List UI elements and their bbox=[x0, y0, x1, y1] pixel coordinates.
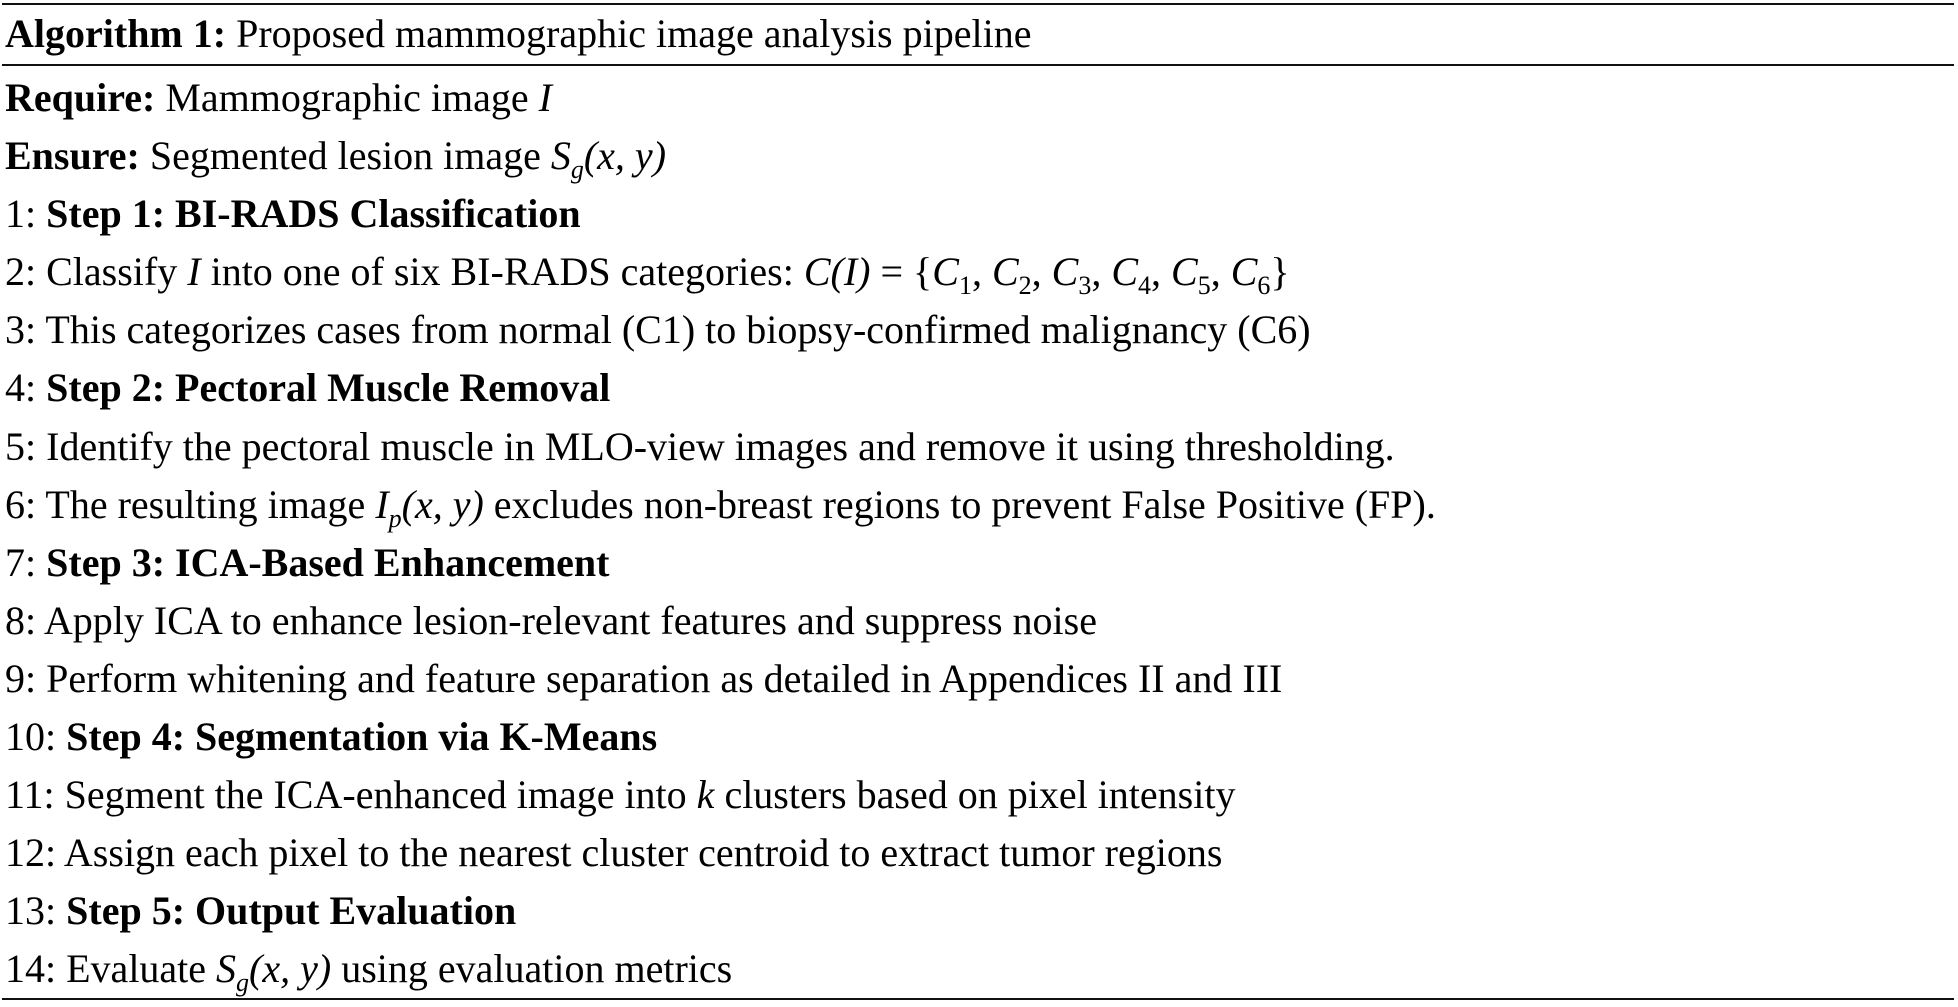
step-line-11 bbox=[5, 766, 1436, 824]
step-line-4 bbox=[5, 359, 1436, 417]
require-label: Require: bbox=[5, 75, 156, 120]
ensure-line bbox=[5, 127, 1436, 185]
ensure-args: (x, y) bbox=[583, 133, 667, 179]
math-var: I bbox=[375, 481, 389, 527]
math-equals: = bbox=[880, 249, 904, 295]
step-line-12 bbox=[5, 824, 1436, 882]
set-sub-4: 4 bbox=[1138, 271, 1151, 301]
top-rule bbox=[2, 3, 1954, 5]
ensure-sub: g bbox=[570, 155, 584, 185]
step-line-3 bbox=[5, 301, 1436, 359]
step-heading: Step 2: Pectoral Muscle Removal bbox=[46, 365, 611, 411]
set-item-c3: C bbox=[1051, 249, 1079, 295]
line-number: 8: bbox=[5, 597, 37, 643]
line-text: Classify bbox=[46, 249, 178, 295]
set-item-c5: C bbox=[1171, 249, 1198, 295]
ensure-var: S bbox=[550, 133, 571, 179]
set-item-c2: C bbox=[991, 249, 1019, 295]
line-text: excludes non-breast regions to prevent False Positive (FP). bbox=[493, 481, 1436, 527]
line-number: 5: bbox=[5, 423, 37, 469]
require-line bbox=[5, 69, 1436, 127]
math-function: C bbox=[803, 249, 831, 295]
set-sub-5: 5 bbox=[1197, 271, 1211, 301]
bottom-rule bbox=[2, 998, 1954, 1000]
require-text: Mammographic image bbox=[165, 75, 529, 120]
step-line-13 bbox=[5, 882, 1436, 940]
step-line-10 bbox=[5, 708, 1436, 766]
math-sub: g bbox=[236, 968, 250, 998]
algorithm-title-text: Proposed mammographic image analysis pipeline bbox=[236, 11, 1032, 56]
line-number: 10: bbox=[5, 714, 57, 760]
math-function-arg: (I) bbox=[830, 249, 871, 295]
step-line-5 bbox=[5, 418, 1436, 476]
step-heading: Step 1: BI-RADS Classification bbox=[46, 191, 581, 237]
line-text: clusters based on pixel intensity bbox=[724, 772, 1236, 818]
line-number: 6: bbox=[5, 481, 37, 527]
line-text: This categorizes cases from normal (C1) to biopsy-confirmed malignancy (C6) bbox=[45, 307, 1311, 353]
set-close-brace: } bbox=[1270, 249, 1290, 295]
line-text: Evaluate bbox=[66, 946, 207, 992]
line-text: Perform whitening and feature separation as detailed in Appendices II and III bbox=[46, 655, 1283, 701]
line-number: 7: bbox=[5, 539, 37, 585]
math-args: (x, y) bbox=[249, 946, 332, 992]
line-number: 14: bbox=[5, 946, 57, 992]
math-var: I bbox=[187, 249, 201, 295]
set-sub-1: 1 bbox=[958, 271, 972, 301]
set-item-c1: C bbox=[932, 249, 959, 295]
math-var: S bbox=[216, 946, 237, 992]
math-var: k bbox=[696, 772, 715, 818]
math-sub: p bbox=[388, 503, 402, 533]
step-line-14 bbox=[5, 940, 1436, 998]
line-number: 13: bbox=[5, 888, 57, 934]
set-sub-3: 3 bbox=[1078, 271, 1092, 301]
step-line-6 bbox=[5, 476, 1436, 534]
line-number: 9: bbox=[5, 655, 37, 701]
step-line-2: 2: Classify I into one of six BI-RADS categories: $C(I) = \{C_1$, $C_2$, $C_3$, $C_4$, $C_5$, $C_6$} bbox=[5, 249, 1290, 301]
step-line-1 bbox=[5, 185, 1436, 243]
require-var: I bbox=[538, 75, 552, 120]
line-text: using evaluation metrics bbox=[341, 946, 733, 992]
set-sub-2: 2 bbox=[1018, 271, 1032, 301]
step-line-7 bbox=[5, 534, 1436, 592]
ensure-text: Segmented lesion image bbox=[149, 133, 541, 179]
line-text: Assign each pixel to the nearest cluster centroid to extract tumor regions bbox=[63, 830, 1223, 876]
line-text: Segment the ICA-enhanced image into bbox=[64, 772, 687, 818]
step-heading: Step 5: Output Evaluation bbox=[66, 888, 517, 934]
set-item-c4: C bbox=[1111, 249, 1138, 295]
step-line-9 bbox=[5, 650, 1436, 708]
line-number: 2: bbox=[5, 249, 37, 295]
set-item-c6: C bbox=[1230, 249, 1258, 295]
line-text: into one of six BI-RADS categories: bbox=[210, 249, 794, 295]
step-line-8 bbox=[5, 592, 1436, 650]
line-number: 1: bbox=[5, 191, 37, 237]
algorithm-body bbox=[5, 69, 1436, 999]
algorithm-label: Algorithm 1: bbox=[5, 11, 227, 56]
step-heading: Step 4: Segmentation via K-Means bbox=[66, 714, 658, 760]
line-text: The resulting image bbox=[45, 481, 366, 527]
line-number: 3: bbox=[5, 307, 37, 353]
set-open-brace: { bbox=[913, 249, 933, 295]
step-heading: Step 3: ICA-Based Enhancement bbox=[46, 539, 610, 585]
line-text: Identify the pectoral muscle in MLO-view images and remove it using thresholding. bbox=[46, 423, 1395, 469]
header-rule bbox=[2, 64, 1954, 66]
math-args: (x, y) bbox=[401, 481, 484, 527]
algorithm-title bbox=[5, 8, 1031, 60]
line-text: Apply ICA to enhance lesion-relevant features and suppress noise bbox=[43, 597, 1097, 643]
set-sub-6: 6 bbox=[1257, 271, 1271, 301]
line-number: 4: bbox=[5, 365, 37, 411]
line-number: 12: bbox=[5, 830, 57, 876]
ensure-label: Ensure: bbox=[5, 133, 140, 179]
line-number: 11: bbox=[5, 772, 55, 818]
